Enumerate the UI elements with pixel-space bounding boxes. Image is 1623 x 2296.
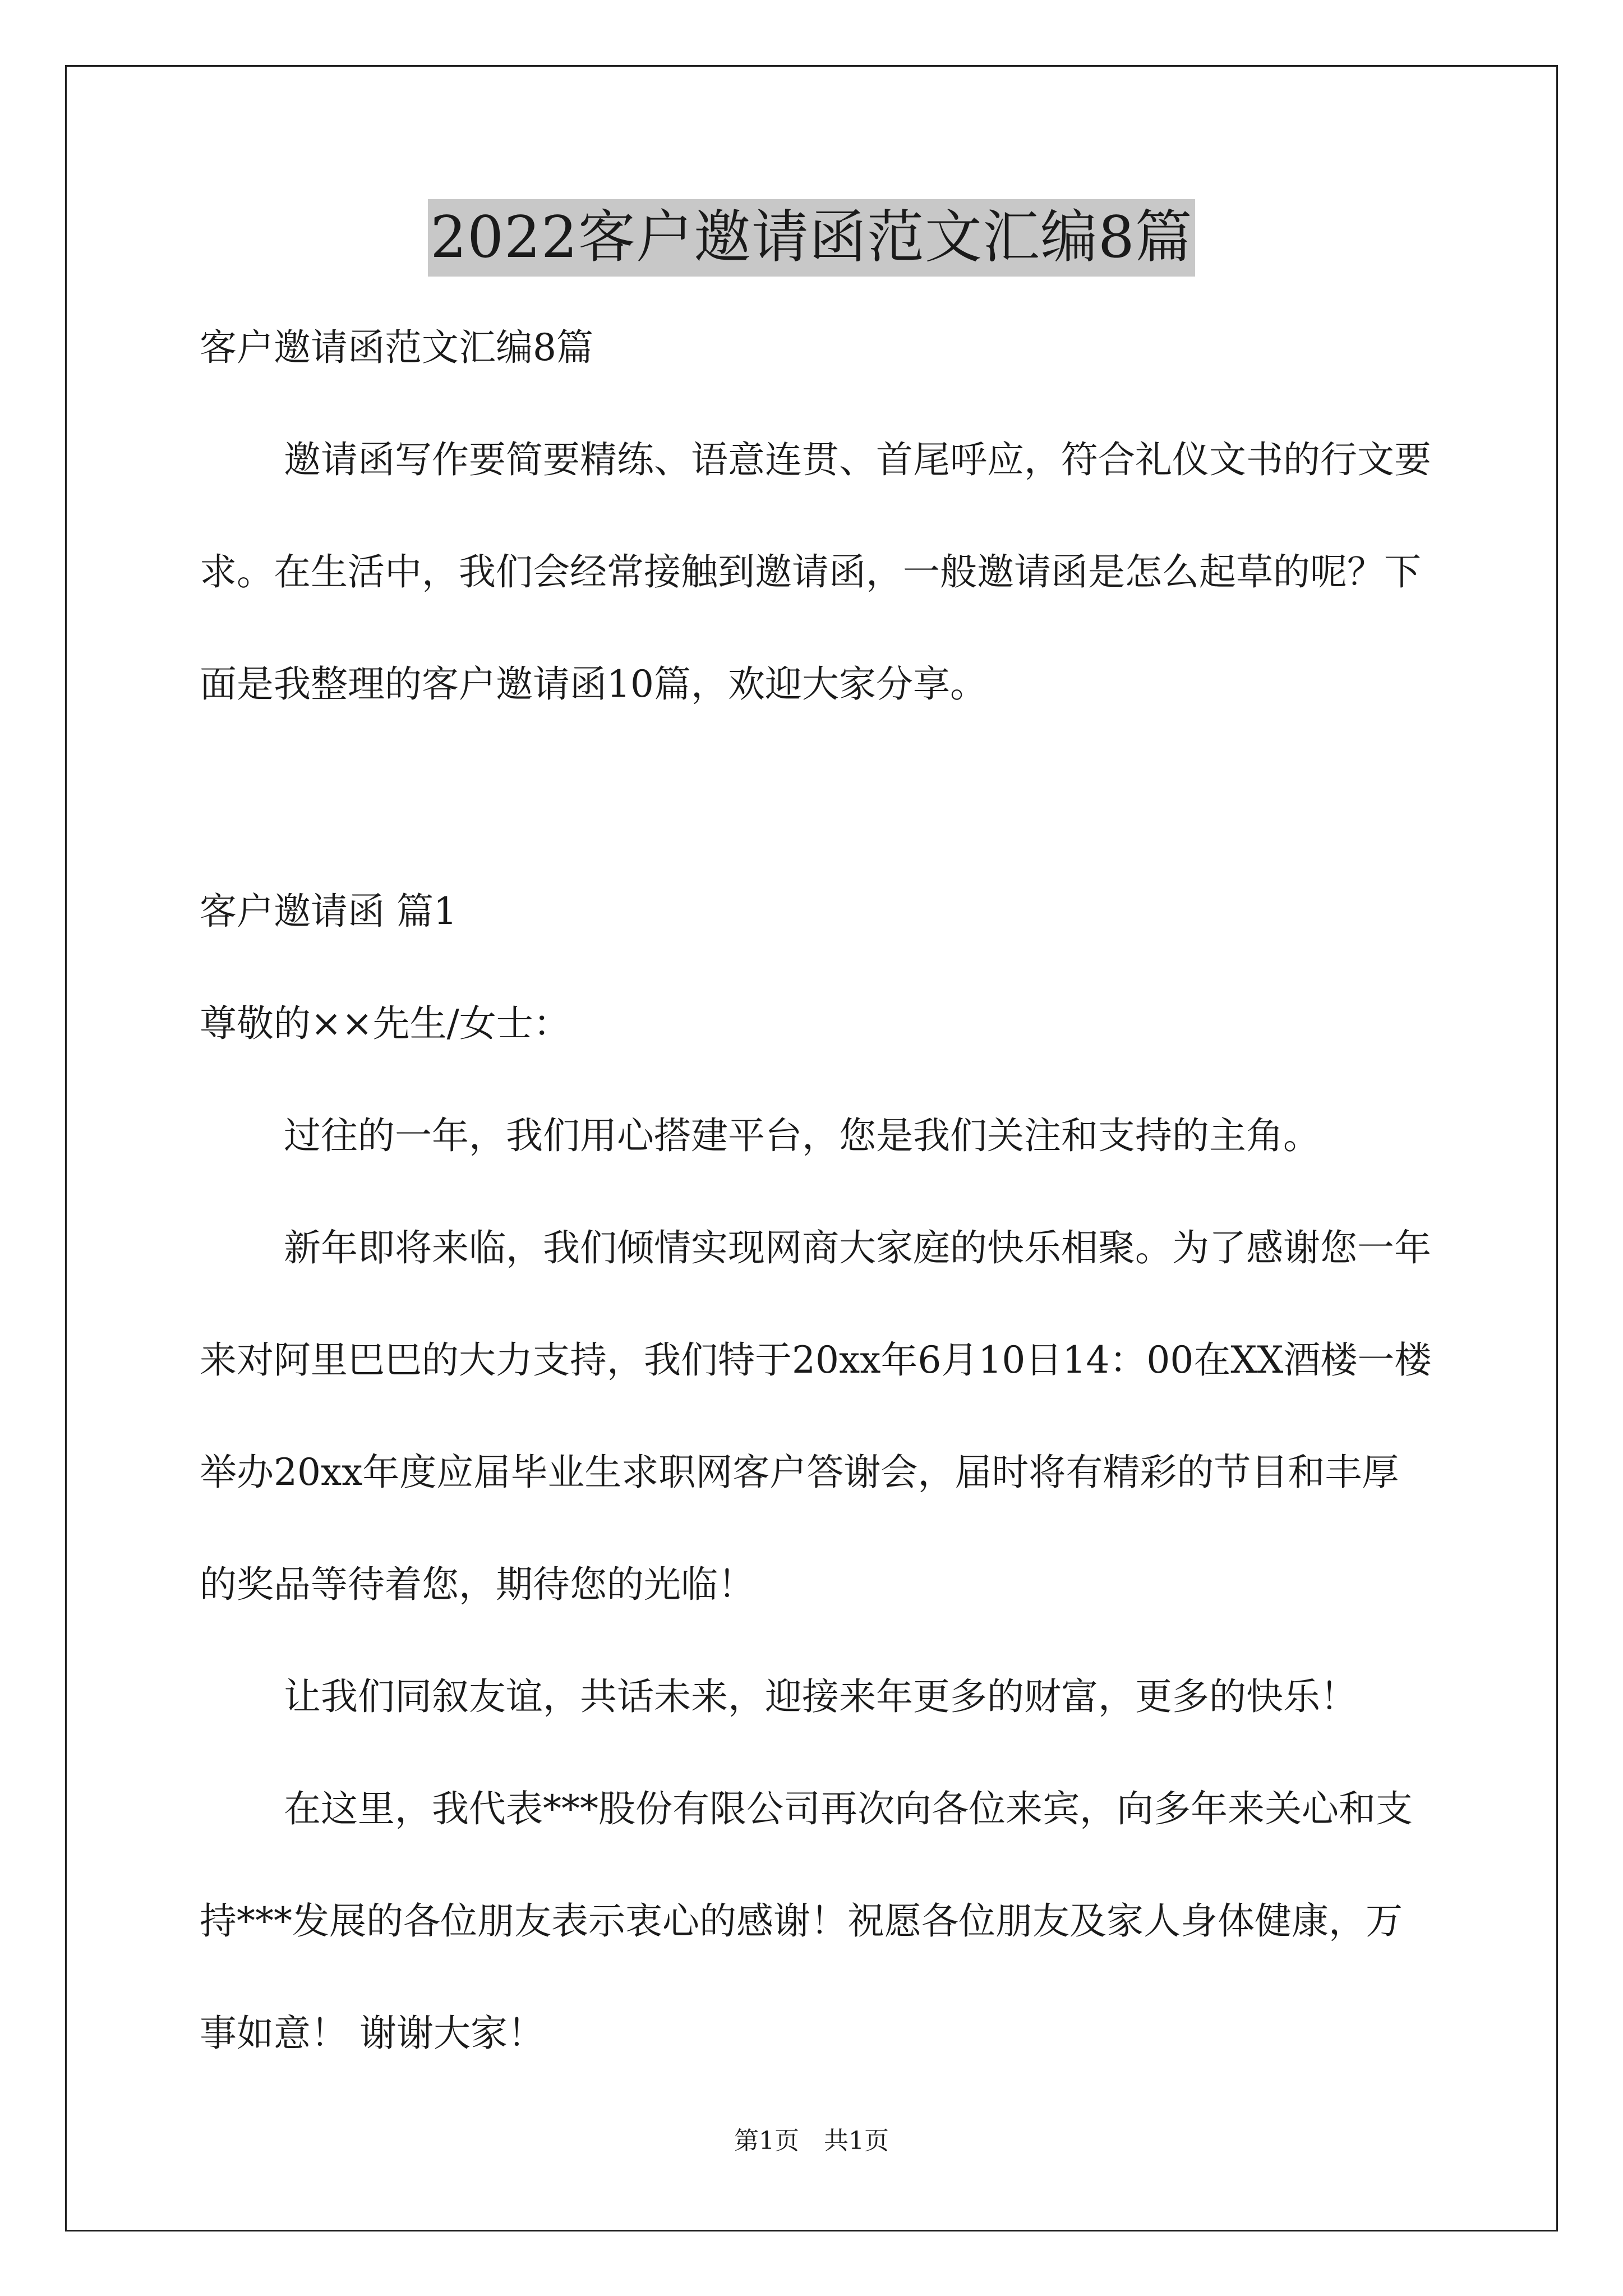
section-heading: 客户邀请函 篇1 <box>200 890 457 933</box>
document-title: 2022客户邀请函范文汇编8篇 <box>428 199 1195 277</box>
subtitle: 客户邀请函范文汇编8篇 <box>200 326 593 369</box>
letter-body <box>200 855 1433 2090</box>
body-paragraph: 在这里，我代表***股份有限公司再次向各位来宾，向多年来关心和支持***发展的各位朋友表示衷心的感谢！祝愿各位朋友及家人身体健康，万事如意！ 谢谢大家！ <box>200 1787 1413 2055</box>
salutation: 尊敬的××先生/女士： <box>200 1002 570 1045</box>
body-paragraph: 让我们同叙友谊，共话未来，迎接来年更多的财富，更多的快乐！ <box>284 1675 1357 1718</box>
body-paragraph: 新年即将来临，我们倾情实现网商大家庭的快乐相聚。为了感谢您一年来对阿里巴巴的大力支持，我们特于20xx年6月10日14：00在XX酒楼一楼举办20xx年度应届毕业生求职网客户答谢会，届时将有精彩的节目和丰厚的奖品等待着您，期待您的光临！ <box>200 1226 1432 1606</box>
intro-paragraph: 邀请函写作要简要精练、语意连贯、首尾呼应，符合礼仪文书的行文要求。在生活中，我们会经常接触到邀请函，一般邀请函是怎么起草的呢？下面是我整理的客户邀请函10篇，欢迎大家分享。 <box>200 438 1431 706</box>
document-body <box>200 292 1433 740</box>
body-paragraph: 过往的一年，我们用心搭建平台，您是我们关注和支持的主角。 <box>284 1114 1320 1157</box>
page-number: 第1页 共1页 <box>734 2127 889 2155</box>
page-footer <box>0 2120 1623 2156</box>
title-container <box>0 199 1623 277</box>
